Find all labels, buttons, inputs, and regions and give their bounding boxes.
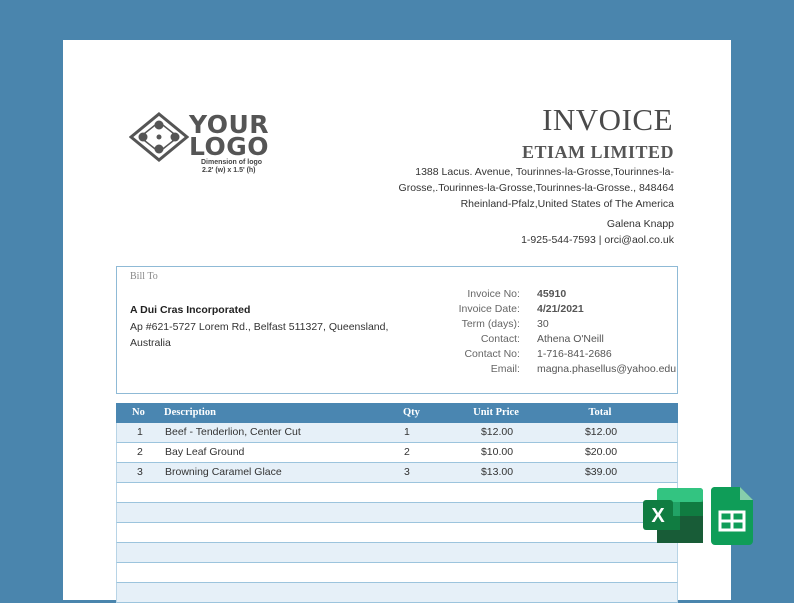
client-name: A Dui Cras Incorporated: [130, 304, 251, 316]
google-sheets-icon: [711, 487, 753, 545]
meta-contact: [367, 333, 677, 348]
meta-value: magna.phasellus@yahoo.edu: [537, 363, 677, 375]
cell-no: 2: [137, 446, 143, 458]
meta-value: 30: [537, 318, 549, 330]
logo: [129, 112, 289, 182]
company-name: ETIAM LIMITED: [521, 142, 674, 162]
meta-value: Athena O'Neill: [537, 333, 604, 345]
meta-label: Contact: [480, 333, 517, 345]
meta-invoice-no: [367, 288, 677, 303]
cell-no: 1: [137, 426, 143, 438]
table-row-empty: [116, 483, 678, 503]
cell-unit-price: $12.00: [480, 426, 514, 438]
meta-label: Invoice No: [467, 288, 517, 300]
cell-unit-price: $10.00: [480, 446, 514, 458]
header-no: No: [132, 407, 145, 418]
cell-total: $20.00: [584, 446, 618, 458]
cell-description: Browning Caramel Glace: [165, 466, 282, 478]
header-total: Total: [588, 407, 612, 418]
table-row: [116, 423, 678, 443]
meta-colon: :: [517, 363, 520, 375]
meta-label: Term (days): [461, 318, 517, 330]
cell-total: $39.00: [584, 466, 618, 478]
header-unit-price: Unit Price: [473, 407, 519, 418]
table-row-empty: [116, 543, 678, 563]
invoice-title: INVOICE: [542, 102, 673, 137]
company-address-line: 1388 Lacus. Avenue, Tourinnes-la-Grosse,Tourinnes-la-: [415, 166, 674, 178]
meta-value: 4/21/2021: [537, 303, 584, 315]
meta-colon: :: [517, 303, 520, 315]
items-table: [116, 403, 678, 603]
company-contact-line: 1-925-544-7593 | orci@aol.co.uk: [521, 234, 674, 246]
meta-label: Invoice Date: [458, 303, 517, 315]
cell-qty: 1: [404, 426, 410, 438]
header-description: Description: [164, 407, 216, 418]
meta-value: 1-716-841-2686: [537, 348, 612, 360]
table-header-row: [116, 403, 678, 423]
cell-description: Bay Leaf Ground: [165, 446, 245, 458]
client-address: Ap #621-5727 Lorem Rd., Belfast 511327, Queensland, Australia: [130, 321, 389, 349]
cell-total: $12.00: [584, 426, 618, 438]
meta-colon: :: [517, 318, 520, 330]
logo-text-line1: YOUR: [189, 110, 270, 139]
meta-colon: :: [517, 348, 520, 360]
table-row-empty: [116, 583, 678, 603]
company-address-line: Grosse,.Tourinnes-la-Grosse,Tourinnes-la-Grosse., 848464: [398, 182, 674, 194]
table-row-empty: [116, 563, 678, 583]
meta-term: [367, 318, 677, 333]
bill-to-label: Bill To: [130, 271, 158, 282]
company-address-line: Rheinland-Pfalz,United States of The America: [460, 198, 674, 210]
meta-colon: :: [517, 333, 520, 345]
cell-description: Beef - Tenderlion, Center Cut: [165, 426, 301, 438]
cell-no: 3: [137, 466, 143, 478]
table-row-empty: [116, 523, 678, 543]
logo-text-line2: LOGO: [189, 132, 270, 161]
cell-qty: 3: [404, 466, 410, 478]
meta-invoice-date: [367, 303, 677, 318]
logo-mark-icon: [129, 112, 189, 162]
cell-unit-price: $13.00: [480, 466, 514, 478]
meta-contact-no: [367, 348, 677, 363]
table-row-empty: [116, 503, 678, 523]
meta-value: 45910: [537, 288, 567, 300]
table-row: [116, 463, 678, 483]
meta-email: [367, 363, 677, 378]
header-qty: Qty: [403, 407, 420, 418]
excel-icon: [643, 487, 705, 545]
cell-qty: 2: [404, 446, 410, 458]
table-row: [116, 443, 678, 463]
excel-letter: X: [651, 505, 665, 527]
meta-label: Email: [490, 363, 517, 375]
meta-colon: :: [517, 288, 520, 300]
invoice-sheet: [63, 40, 731, 600]
logo-dimension-label: Dimension of logo: [201, 159, 263, 166]
company-contact-name: Galena Knapp: [606, 218, 674, 230]
meta-label: Contact No: [464, 348, 517, 360]
logo-dimension-value: 2.2' (w) x 1.5' (h): [202, 167, 256, 174]
bill-to-box: [116, 266, 678, 394]
